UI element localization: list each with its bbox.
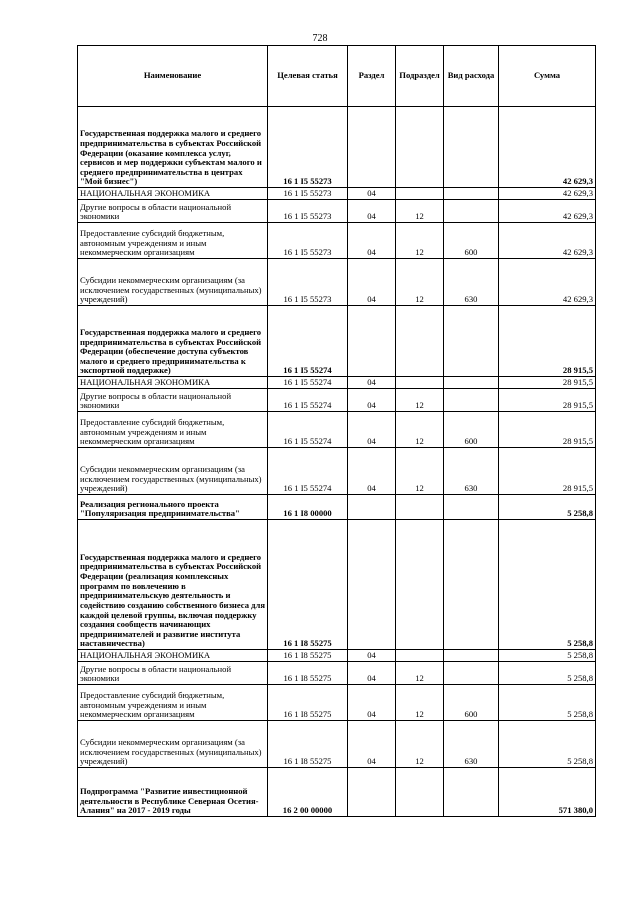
row-amount-cell: 28 915,5 — [499, 306, 596, 377]
table-row — [78, 412, 596, 448]
row-section-cell — [348, 107, 396, 188]
row-target-article-cell: 16 1 I5 55273 — [268, 259, 348, 306]
table-row — [78, 223, 596, 259]
row-amount-cell: 42 629,3 — [499, 259, 596, 306]
row-target-article-cell: 16 1 I8 55275 — [268, 721, 348, 768]
row-section-cell: 04 — [348, 412, 396, 448]
header-name: Наименование — [78, 46, 268, 107]
row-subsection-cell — [396, 188, 444, 200]
row-subsection-cell: 12 — [396, 721, 444, 768]
row-section-cell: 04 — [348, 389, 396, 412]
row-subsection-cell: 12 — [396, 685, 444, 721]
row-amount-cell: 42 629,3 — [499, 223, 596, 259]
table-row — [78, 662, 596, 685]
row-target-article-cell: 16 1 I5 55274 — [268, 412, 348, 448]
row-amount-cell: 5 258,8 — [499, 662, 596, 685]
row-amount-cell: 28 915,5 — [499, 389, 596, 412]
header-amount: Сумма — [499, 46, 596, 107]
row-name-cell: Субсидии некоммерческим организациям (за исключением государственных (муниципальных) учреждений) — [78, 259, 268, 306]
table-row — [78, 721, 596, 768]
row-section-cell: 04 — [348, 721, 396, 768]
table-row — [78, 259, 596, 306]
row-section-cell: 04 — [348, 377, 396, 389]
row-target-article-cell: 16 1 I5 55274 — [268, 306, 348, 377]
row-name-cell: Субсидии некоммерческим организациям (за исключением государственных (муниципальных) учреждений) — [78, 448, 268, 495]
budget-table — [77, 45, 596, 817]
row-section-cell — [348, 768, 396, 817]
table-row — [78, 520, 596, 650]
row-name-cell: Подпрограмма "Развитие инвестиционной деятельности в Республике Северная Осетия-Алания" на 2017 - 2019 годы — [78, 768, 268, 817]
row-section-cell: 04 — [348, 259, 396, 306]
row-amount-cell: 28 915,5 — [499, 412, 596, 448]
row-name-cell: НАЦИОНАЛЬНАЯ ЭКОНОМИКА — [78, 377, 268, 389]
row-name-cell: Другие вопросы в области национальной экономики — [78, 389, 268, 412]
row-expense-type-cell — [444, 389, 499, 412]
row-section-cell: 04 — [348, 662, 396, 685]
table-row — [78, 650, 596, 662]
row-amount-cell: 5 258,8 — [499, 685, 596, 721]
row-expense-type-cell — [444, 520, 499, 650]
table-row — [78, 768, 596, 817]
row-target-article-cell: 16 1 I8 00000 — [268, 495, 348, 520]
table-row — [78, 377, 596, 389]
row-name-cell: Предоставление субсидий бюджетным, автономным учреждениям и иным некоммерческим организациям — [78, 223, 268, 259]
row-expense-type-cell: 600 — [444, 223, 499, 259]
row-amount-cell: 42 629,3 — [499, 107, 596, 188]
table-row — [78, 685, 596, 721]
row-amount-cell: 5 258,8 — [499, 520, 596, 650]
row-target-article-cell: 16 2 00 00000 — [268, 768, 348, 817]
row-target-article-cell: 16 1 I5 55273 — [268, 223, 348, 259]
row-subsection-cell: 12 — [396, 389, 444, 412]
row-target-article-cell: 16 1 I5 55273 — [268, 107, 348, 188]
row-name-cell: НАЦИОНАЛЬНАЯ ЭКОНОМИКА — [78, 650, 268, 662]
row-section-cell: 04 — [348, 188, 396, 200]
row-subsection-cell: 12 — [396, 200, 444, 223]
row-target-article-cell: 16 1 I5 55274 — [268, 448, 348, 495]
row-section-cell: 04 — [348, 223, 396, 259]
row-expense-type-cell — [444, 377, 499, 389]
row-subsection-cell: 12 — [396, 259, 444, 306]
row-amount-cell: 42 629,3 — [499, 200, 596, 223]
row-section-cell: 04 — [348, 685, 396, 721]
table-row — [78, 389, 596, 412]
row-subsection-cell — [396, 520, 444, 650]
row-subsection-cell: 12 — [396, 662, 444, 685]
row-expense-type-cell: 630 — [444, 448, 499, 495]
header-subsection: Подраздел — [396, 46, 444, 107]
row-amount-cell: 28 915,5 — [499, 448, 596, 495]
row-subsection-cell: 12 — [396, 412, 444, 448]
row-amount-cell: 5 258,8 — [499, 721, 596, 768]
row-subsection-cell: 12 — [396, 223, 444, 259]
header-target-article: Целевая статья — [268, 46, 348, 107]
row-expense-type-cell — [444, 306, 499, 377]
row-name-cell: Предоставление субсидий бюджетным, автономным учреждениям и иным некоммерческим организациям — [78, 412, 268, 448]
row-section-cell — [348, 520, 396, 650]
row-expense-type-cell: 630 — [444, 259, 499, 306]
row-subsection-cell: 12 — [396, 448, 444, 495]
row-expense-type-cell — [444, 188, 499, 200]
row-target-article-cell: 16 1 I5 55274 — [268, 377, 348, 389]
header-section: Раздел — [348, 46, 396, 107]
row-subsection-cell — [396, 768, 444, 817]
row-target-article-cell: 16 1 I8 55275 — [268, 650, 348, 662]
row-section-cell: 04 — [348, 448, 396, 495]
row-expense-type-cell — [444, 495, 499, 520]
row-expense-type-cell: 600 — [444, 412, 499, 448]
row-expense-type-cell — [444, 650, 499, 662]
row-name-cell: НАЦИОНАЛЬНАЯ ЭКОНОМИКА — [78, 188, 268, 200]
row-target-article-cell: 16 1 I8 55275 — [268, 685, 348, 721]
row-expense-type-cell — [444, 107, 499, 188]
row-expense-type-cell — [444, 200, 499, 223]
row-target-article-cell: 16 1 I5 55273 — [268, 200, 348, 223]
header-expense-type: Вид расхода — [444, 46, 499, 107]
row-expense-type-cell — [444, 662, 499, 685]
row-section-cell — [348, 306, 396, 377]
row-target-article-cell: 16 1 I5 55273 — [268, 188, 348, 200]
table-body — [78, 107, 596, 817]
row-target-article-cell: 16 1 I8 55275 — [268, 662, 348, 685]
row-name-cell: Государственная поддержка малого и среднего предпринимательства в субъектах Российской Федерации (обеспечение доступа субъектов малого и среднего предпринимательства к экспортной поддержке) — [78, 306, 268, 377]
row-name-cell: Другие вопросы в области национальной экономики — [78, 662, 268, 685]
table-row — [78, 200, 596, 223]
row-expense-type-cell: 630 — [444, 721, 499, 768]
row-section-cell — [348, 495, 396, 520]
row-subsection-cell — [396, 107, 444, 188]
row-subsection-cell — [396, 650, 444, 662]
row-name-cell: Государственная поддержка малого и среднего предпринимательства в субъектах Российской Федерации (оказание комплекса услуг, сервисов и мер поддержки субъектам малого и среднего предпринимательства в центрах "Мой бизнес") — [78, 107, 268, 188]
row-target-article-cell: 16 1 I5 55274 — [268, 389, 348, 412]
row-name-cell: Субсидии некоммерческим организациям (за исключением государственных (муниципальных) учреждений) — [78, 721, 268, 768]
row-amount-cell: 28 915,5 — [499, 377, 596, 389]
row-section-cell: 04 — [348, 200, 396, 223]
table-row — [78, 107, 596, 188]
row-amount-cell: 5 258,8 — [499, 495, 596, 520]
table-header-row — [78, 46, 596, 107]
table-row — [78, 306, 596, 377]
row-target-article-cell: 16 1 I8 55275 — [268, 520, 348, 650]
row-amount-cell: 42 629,3 — [499, 188, 596, 200]
row-amount-cell: 571 380,0 — [499, 768, 596, 817]
row-expense-type-cell: 600 — [444, 685, 499, 721]
row-subsection-cell — [396, 306, 444, 377]
row-section-cell: 04 — [348, 650, 396, 662]
row-subsection-cell — [396, 377, 444, 389]
row-subsection-cell — [396, 495, 444, 520]
row-amount-cell: 5 258,8 — [499, 650, 596, 662]
row-name-cell: Государственная поддержка малого и среднего предпринимательства в субъектах Российской Федерации (реализация комплексных программ по вовлечению в предпринимательскую деятельность и содействию созданию собственного бизнеса для каждой целевой группы, включая поддержку создания сообществ начинающих предпринимателей и развитие института наставничества) — [78, 520, 268, 650]
table-row — [78, 448, 596, 495]
page-number: 728 — [312, 33, 328, 44]
row-expense-type-cell — [444, 768, 499, 817]
row-name-cell: Другие вопросы в области национальной экономики — [78, 200, 268, 223]
table-row — [78, 495, 596, 520]
row-name-cell: Предоставление субсидий бюджетным, автономным учреждениям и иным некоммерческим организациям — [78, 685, 268, 721]
table-row — [78, 188, 596, 200]
row-name-cell: Реализация регионального проекта "Популяризация предпринимательства" — [78, 495, 268, 520]
